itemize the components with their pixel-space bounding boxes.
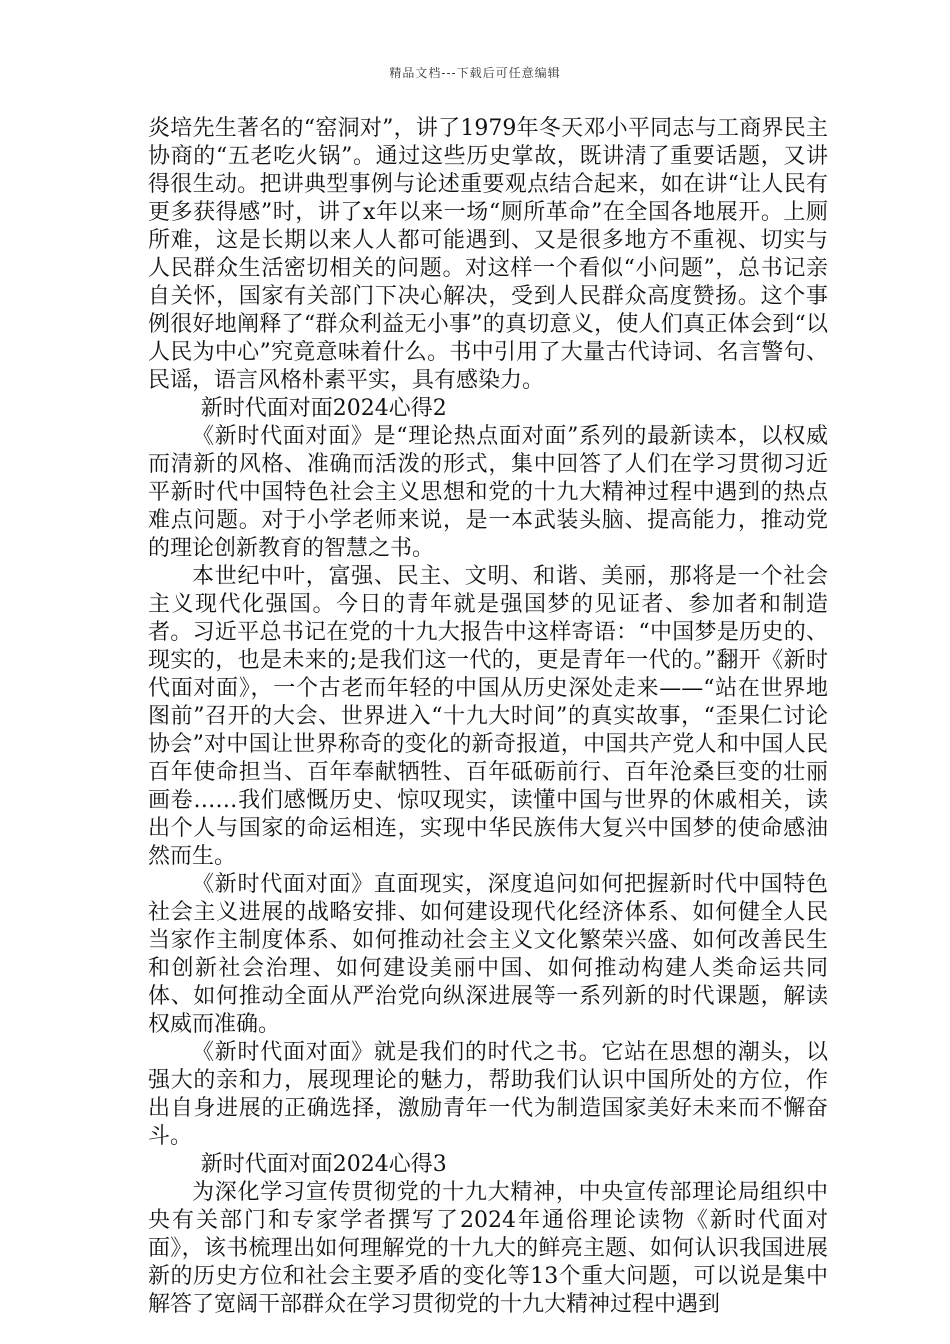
paragraph: 为深化学习宣传贯彻党的十九大精神，中央宣传部理论局组织中央有关部门和专家学者撰写了2024年通俗理论读物《新时代面对面》，该书梳理出如何理解党的十九大的鲜亮主题、如何认识我国进展新的历史方位和社会主要矛盾的变化等13个重大问题，可以说是集中解答了宽阔干部群众在学习贯彻党的十九大精神过程中遇到 bbox=[148, 1180, 828, 1317]
paragraph: 《新时代面对面》是“理论热点面对面”系列的最新读本，以权威而清新的风格、准确而活泼的形式，集中回答了人们在学习贯彻习近平新时代中国特色社会主义思想和党的十九大精神过程中遇到的热点难点问题。对于小学老师来说，是一本武装头脑、提高能力，推动党的理论创新教育的智慧之书。 bbox=[148, 424, 828, 561]
section-heading-2: 新时代面对面2024心得2 bbox=[200, 396, 447, 421]
page-header: 精品文档---下载后可任意编辑 bbox=[389, 66, 561, 80]
paragraph-continuation: 炎培先生著名的“窑洞对”，讲了1979年冬天邓小平同志与工商界民主协商的“五老吃火锅”。通过这些历史掌故，既讲清了重要话题，又讲得很生动。把讲典型事例与论述重要观点结合起来，如在讲“让人民有更多获得感”时，讲了x年以来一场“厕所革命”在全国各地展开。上厕所难，这是长期以来人人都可能遇到、又是很多地方不重视、切实与人民群众生活密切相关的问题。对这样一个看似“小问题”，总书记亲自关怀，国家有关部门下决心解决，受到人民群众高度赞扬。这个事例很好地阐释了“群众利益无小事”的真切意义，使人们真正体会到“以人民为中心”究竟意味着什么。书中引用了大量古代诗词、名言警句、民谣，语言风格朴素平实，具有感染力。 bbox=[148, 116, 828, 393]
paragraph: 《新时代面对面》就是我们的时代之书。它站在思想的潮头，以强大的亲和力，展现理论的魅力，帮助我们认识中国所处的方位，作出自身进展的正确选择，激励青年一代为制造国家美好未来而不懈奋斗。 bbox=[148, 1040, 828, 1149]
document-body bbox=[148, 115, 828, 1319]
section-heading-3: 新时代面对面2024心得3 bbox=[200, 1152, 447, 1177]
paragraph: 本世纪中叶，富强、民主、文明、和谐、美丽，那将是一个社会主义现代化强国。今日的青年就是强国梦的见证者、参加者和制造者。习近平总书记在党的十九大报告中这样寄语：“中国梦是历史的、现实的，也是未来的;是我们这一代的，更是青年一代的。”翻开《新时代面对面》，一个古老而年轻的中国从历史深处走来——“站在世界地图前”召开的大会、世界进入“十九大时间”的真实故事，“歪果仁讨论协会”对中国让世界称奇的变化的新奇报道，中国共产党人和中国人民百年使命担当、百年奉献牺牲、百年砥砺前行、百年沧桑巨变的壮丽画卷……我们感慨历史、惊叹现实，读懂中国与世界的休戚相关，读出个人与国家的命运相连，实现中华民族伟大复兴中国梦的使命感油然而生。 bbox=[148, 564, 828, 869]
paragraph: 《新时代面对面》直面现实，深度追问如何把握新时代中国特色社会主义进展的战略安排、如何建设现代化经济体系、如何健全人民当家作主制度体系、如何推动社会主义文化繁荣兴盛、如何改善民生和创新社会治理、如何建设美丽中国、如何推动构建人类命运共同体、如何推动全面从严治党向纵深进展等一系列新的时代课题，解读权威而准确。 bbox=[148, 872, 828, 1037]
